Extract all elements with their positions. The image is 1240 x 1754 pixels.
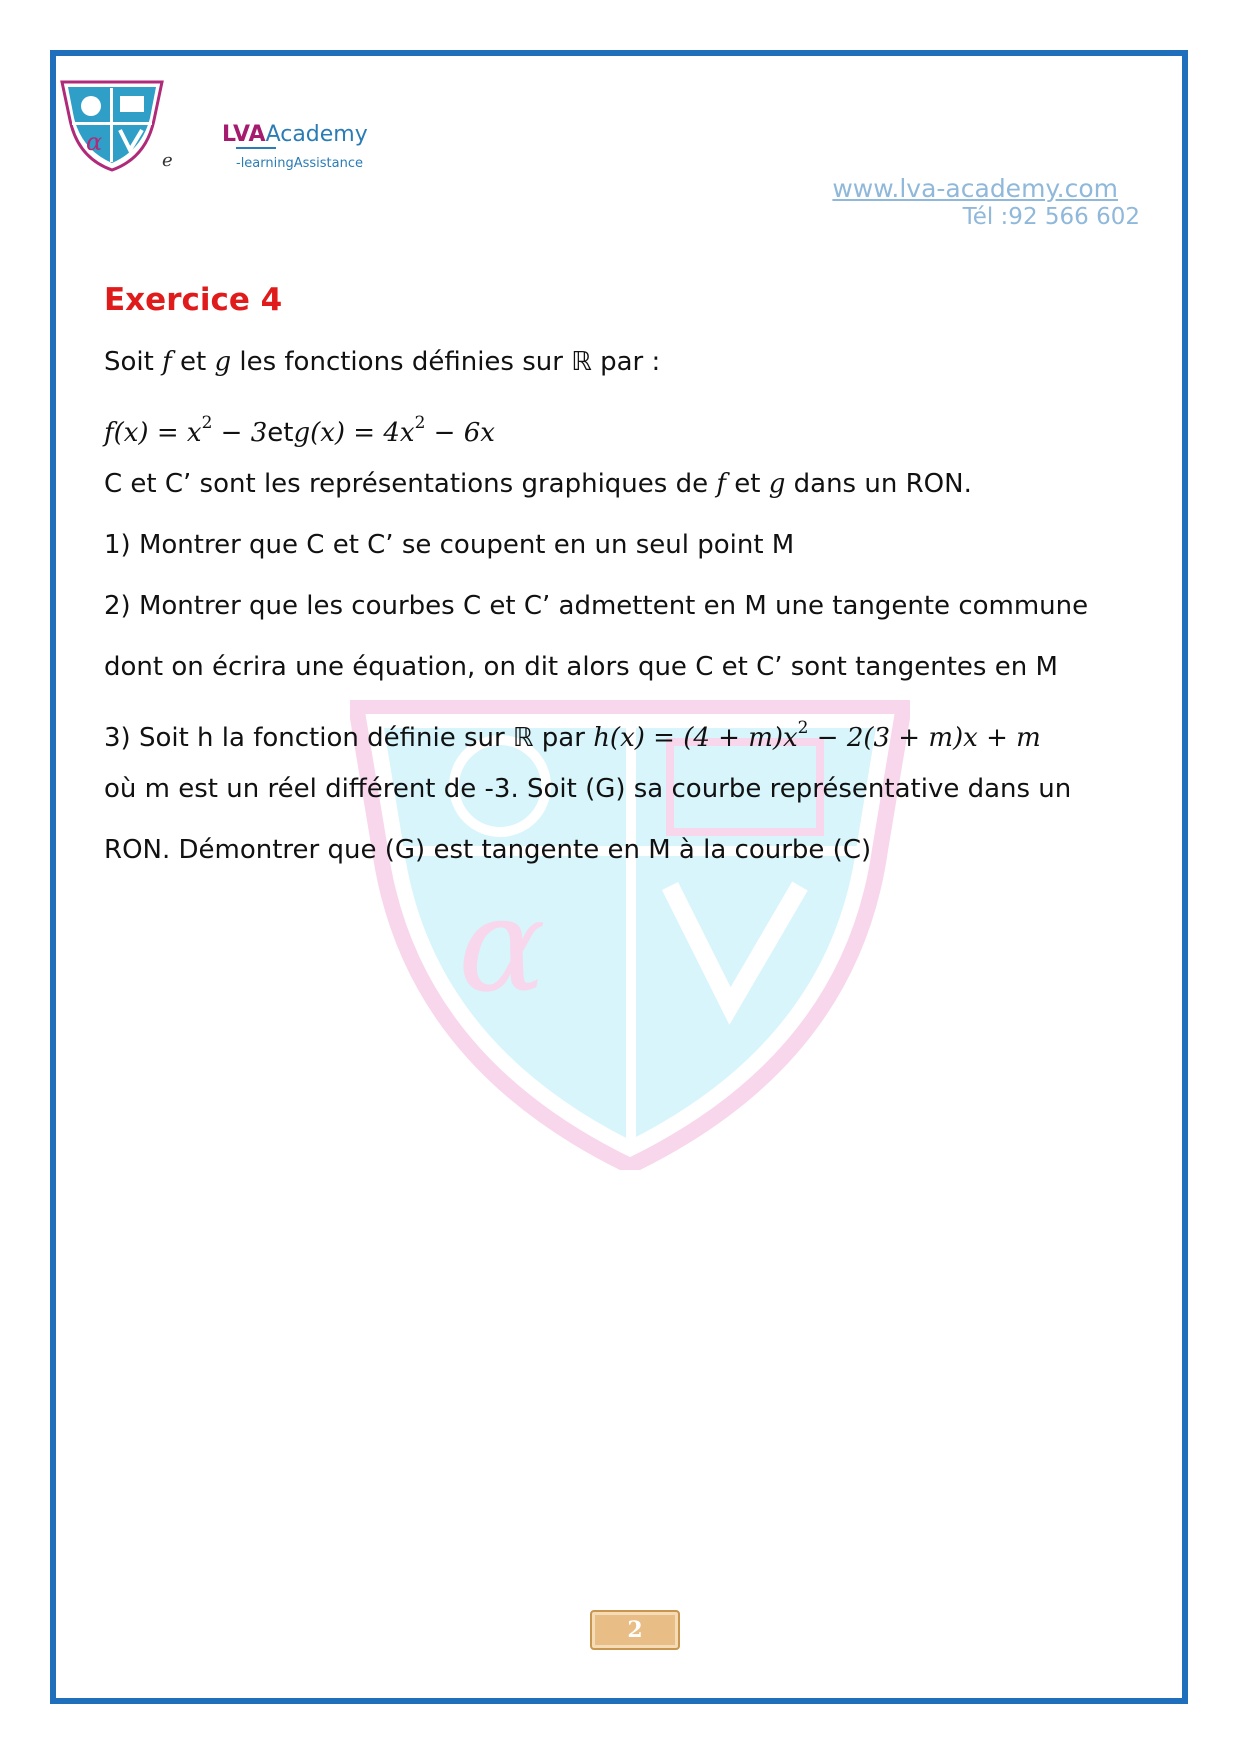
question-1: 1) Montrer que C et C’ se coupent en un seul point M bbox=[104, 530, 795, 560]
logo-e-letter: e bbox=[162, 150, 173, 171]
brand-academy: Academy bbox=[265, 122, 368, 147]
intro-text-2: et bbox=[171, 347, 215, 377]
intro-line bbox=[104, 332, 1144, 393]
question-3-text: 3) Soit h la fonction définie sur ℝ par bbox=[104, 723, 594, 753]
exercise-content bbox=[104, 282, 1144, 881]
page-number-badge: 2 bbox=[590, 1610, 680, 1650]
curves-text-3: dans un RON. bbox=[785, 469, 972, 499]
curves-g: g bbox=[768, 469, 786, 499]
curves-text-2: et bbox=[725, 469, 769, 499]
and-word: et bbox=[267, 418, 294, 448]
website-link[interactable]: www.lva-academy.com bbox=[832, 174, 1118, 203]
svg-text:α: α bbox=[86, 128, 103, 156]
exercise-title: Exercice 4 bbox=[104, 282, 283, 318]
intro-text-1: Soit bbox=[104, 347, 163, 377]
question-3c: RON. Démontrer que (G) est tangente en M à la courbe (C) bbox=[104, 835, 872, 865]
h-exponent: 2 bbox=[797, 718, 809, 738]
curves-f: f bbox=[716, 469, 726, 499]
brand-lva: LVA bbox=[222, 122, 266, 147]
brand-underline bbox=[236, 147, 276, 149]
intro-f: f bbox=[162, 347, 172, 377]
h-definition-rhs: − 2(3 + m)x + m bbox=[808, 723, 1041, 753]
g-definition-lhs: g(x) = 4x bbox=[293, 418, 415, 448]
f-definition-lhs: f(x) = x bbox=[104, 418, 202, 448]
lva-academy-logo-icon bbox=[58, 80, 166, 172]
intro-text-3: les fonctions définies sur ℝ par : bbox=[231, 347, 661, 377]
curves-text-1: C et C’ sont les représentations graphiques de bbox=[104, 469, 717, 499]
g-exponent: 2 bbox=[414, 413, 426, 433]
f-exponent: 2 bbox=[201, 413, 213, 433]
f-definition-rhs: − 3 bbox=[212, 418, 268, 448]
g-definition-rhs: − 6x bbox=[425, 418, 495, 448]
phone-number: Tél :92 566 602 bbox=[962, 204, 1140, 230]
h-definition-lhs: h(x) = (4 + m)x bbox=[593, 723, 798, 753]
question-3 bbox=[104, 698, 1144, 759]
intro-g: g bbox=[214, 347, 232, 377]
question-2a: 2) Montrer que les courbes C et C’ admettent en M une tangente commune bbox=[104, 591, 1089, 621]
question-2b: dont on écrira une équation, on dit alors que C et C’ sont tangentes en M bbox=[104, 652, 1058, 682]
question-3b: où m est un réel différent de -3. Soit (G) sa courbe représentative dans un bbox=[104, 774, 1072, 804]
brand-name bbox=[222, 122, 368, 147]
curves-line bbox=[104, 454, 1144, 515]
brand-tagline: -learningAssistance bbox=[236, 156, 363, 171]
definitions-line bbox=[104, 393, 1144, 454]
svg-text:α: α bbox=[458, 869, 546, 1021]
